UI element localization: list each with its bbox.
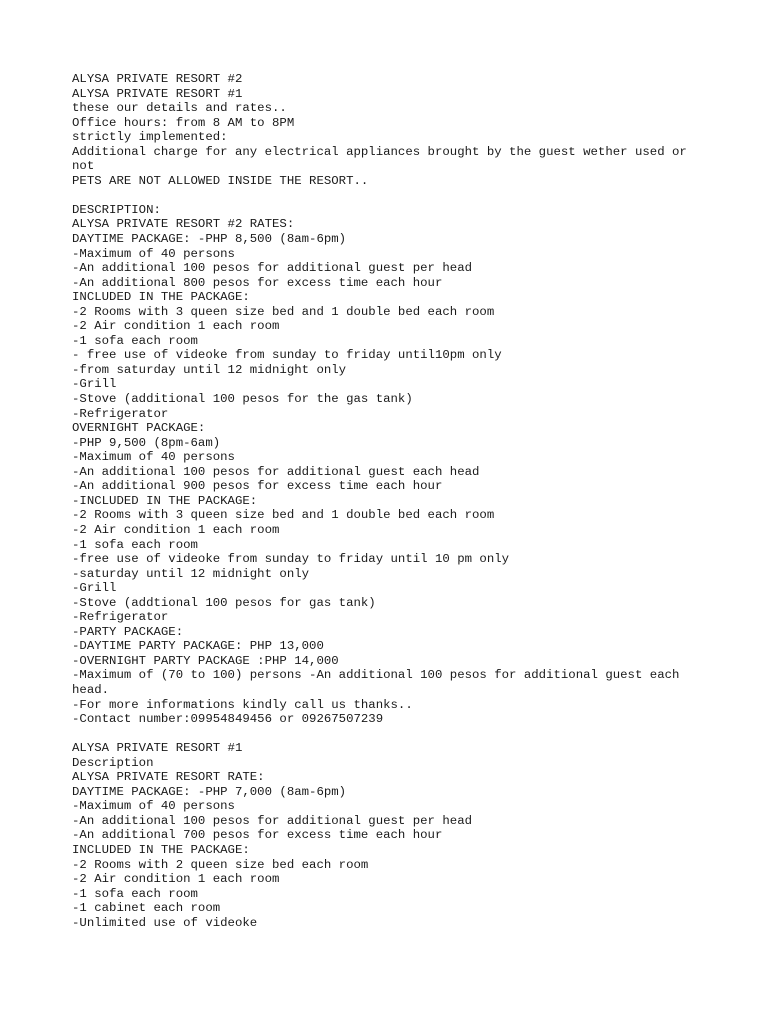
text-line: -An additional 100 pesos for additional guest per head bbox=[72, 261, 473, 276]
text-line: ALYSA PRIVATE RESORT #2 bbox=[72, 72, 243, 86]
text-line: -free use of videoke from sunday to friday until 10 pm only bbox=[72, 552, 510, 567]
text-line: Office hours: from 8 AM to 8PM bbox=[72, 115, 295, 130]
text-line: -from saturday until 12 midnight only bbox=[72, 362, 347, 377]
text-line: -Stove (additional 100 pesos for the gas tank) bbox=[72, 392, 413, 407]
text-line: -PHP 9,500 (8pm-6am) bbox=[72, 435, 221, 450]
text-line: -1 cabinet each room bbox=[72, 901, 221, 916]
text-line: PETS ARE NOT ALLOWED INSIDE THE RESORT.. bbox=[72, 173, 369, 188]
text-line: -2 Air condition 1 each room bbox=[72, 319, 280, 334]
blank-line bbox=[72, 188, 712, 203]
text-line: - free use of videoke from sunday to friday until10pm only bbox=[72, 348, 502, 363]
text-line: ALYSA PRIVATE RESORT RATE: bbox=[72, 770, 265, 785]
text-line: -Maximum of 40 persons bbox=[72, 450, 235, 465]
text-line: -INCLUDED IN THE PACKAGE: bbox=[72, 493, 258, 508]
text-line: -Stove (addtional 100 pesos for gas tank) bbox=[72, 595, 376, 610]
text-line: -1 sofa each room bbox=[72, 537, 198, 552]
header-section bbox=[72, 72, 712, 188]
resort2-section bbox=[72, 203, 712, 727]
text-line: DESCRIPTION: bbox=[72, 202, 161, 217]
text-line: -Contact number:09954849456 or 09267507239 bbox=[72, 712, 384, 727]
text-line: -An additional 100 pesos for additional guest each head bbox=[72, 464, 480, 479]
text-line: -saturday until 12 midnight only bbox=[72, 566, 310, 581]
text-line: -Grill bbox=[72, 377, 117, 392]
text-line: -2 Air condition 1 each room bbox=[72, 872, 280, 887]
resort1-section bbox=[72, 741, 712, 930]
text-line: -1 sofa each room bbox=[72, 333, 198, 348]
blank-line bbox=[72, 727, 712, 742]
document-page bbox=[72, 72, 712, 930]
text-line: Additional charge for any electrical appliances brought by the guest wether used or not bbox=[72, 144, 695, 174]
text-line: -Refrigerator bbox=[72, 406, 169, 421]
text-line: -An additional 700 pesos for excess time each hour bbox=[72, 828, 443, 843]
text-line: -2 Rooms with 2 queen size bed each room bbox=[72, 857, 369, 872]
text-line: -An additional 900 pesos for excess time each hour bbox=[72, 479, 443, 494]
text-line: strictly implemented: bbox=[72, 130, 228, 145]
text-line: ALYSA PRIVATE RESORT #2 RATES: bbox=[72, 217, 295, 232]
text-line: -Refrigerator bbox=[72, 610, 169, 625]
text-line: -An additional 800 pesos for excess time each hour bbox=[72, 275, 443, 290]
text-line: -An additional 100 pesos for additional guest per head bbox=[72, 813, 473, 828]
text-line: DAYTIME PACKAGE: -PHP 8,500 (8am-6pm) bbox=[72, 232, 347, 247]
text-line: -PARTY PACKAGE: bbox=[72, 624, 184, 639]
text-line: these our details and rates.. bbox=[72, 101, 287, 116]
text-line: -Grill bbox=[72, 581, 117, 596]
text-line: Description bbox=[72, 755, 154, 770]
text-line: INCLUDED IN THE PACKAGE: bbox=[72, 842, 250, 857]
text-line: -Maximum of 40 persons bbox=[72, 799, 235, 814]
text-line: -2 Rooms with 3 queen size bed and 1 double bed each room bbox=[72, 508, 495, 523]
text-line: -1 sofa each room bbox=[72, 886, 198, 901]
text-line: -OVERNIGHT PARTY PACKAGE :PHP 14,000 bbox=[72, 653, 339, 668]
text-line: -For more informations kindly call us thanks.. bbox=[72, 697, 413, 712]
text-line: -Maximum of 40 persons bbox=[72, 246, 235, 261]
text-line: -2 Rooms with 3 queen size bed and 1 double bed each room bbox=[72, 304, 495, 319]
text-line: INCLUDED IN THE PACKAGE: bbox=[72, 290, 250, 305]
text-line: ALYSA PRIVATE RESORT #1 bbox=[72, 86, 243, 101]
text-line: OVERNIGHT PACKAGE: bbox=[72, 421, 206, 436]
text-line: -DAYTIME PARTY PACKAGE: PHP 13,000 bbox=[72, 639, 324, 654]
text-line: -Unlimited use of videoke bbox=[72, 915, 258, 930]
text-line: -2 Air condition 1 each room bbox=[72, 522, 280, 537]
text-line: ALYSA PRIVATE RESORT #1 bbox=[72, 741, 243, 756]
text-line: DAYTIME PACKAGE: -PHP 7,000 (8am-6pm) bbox=[72, 784, 347, 799]
text-line: -Maximum of (70 to 100) persons -An additional 100 pesos for additional guest each head. bbox=[72, 668, 687, 697]
